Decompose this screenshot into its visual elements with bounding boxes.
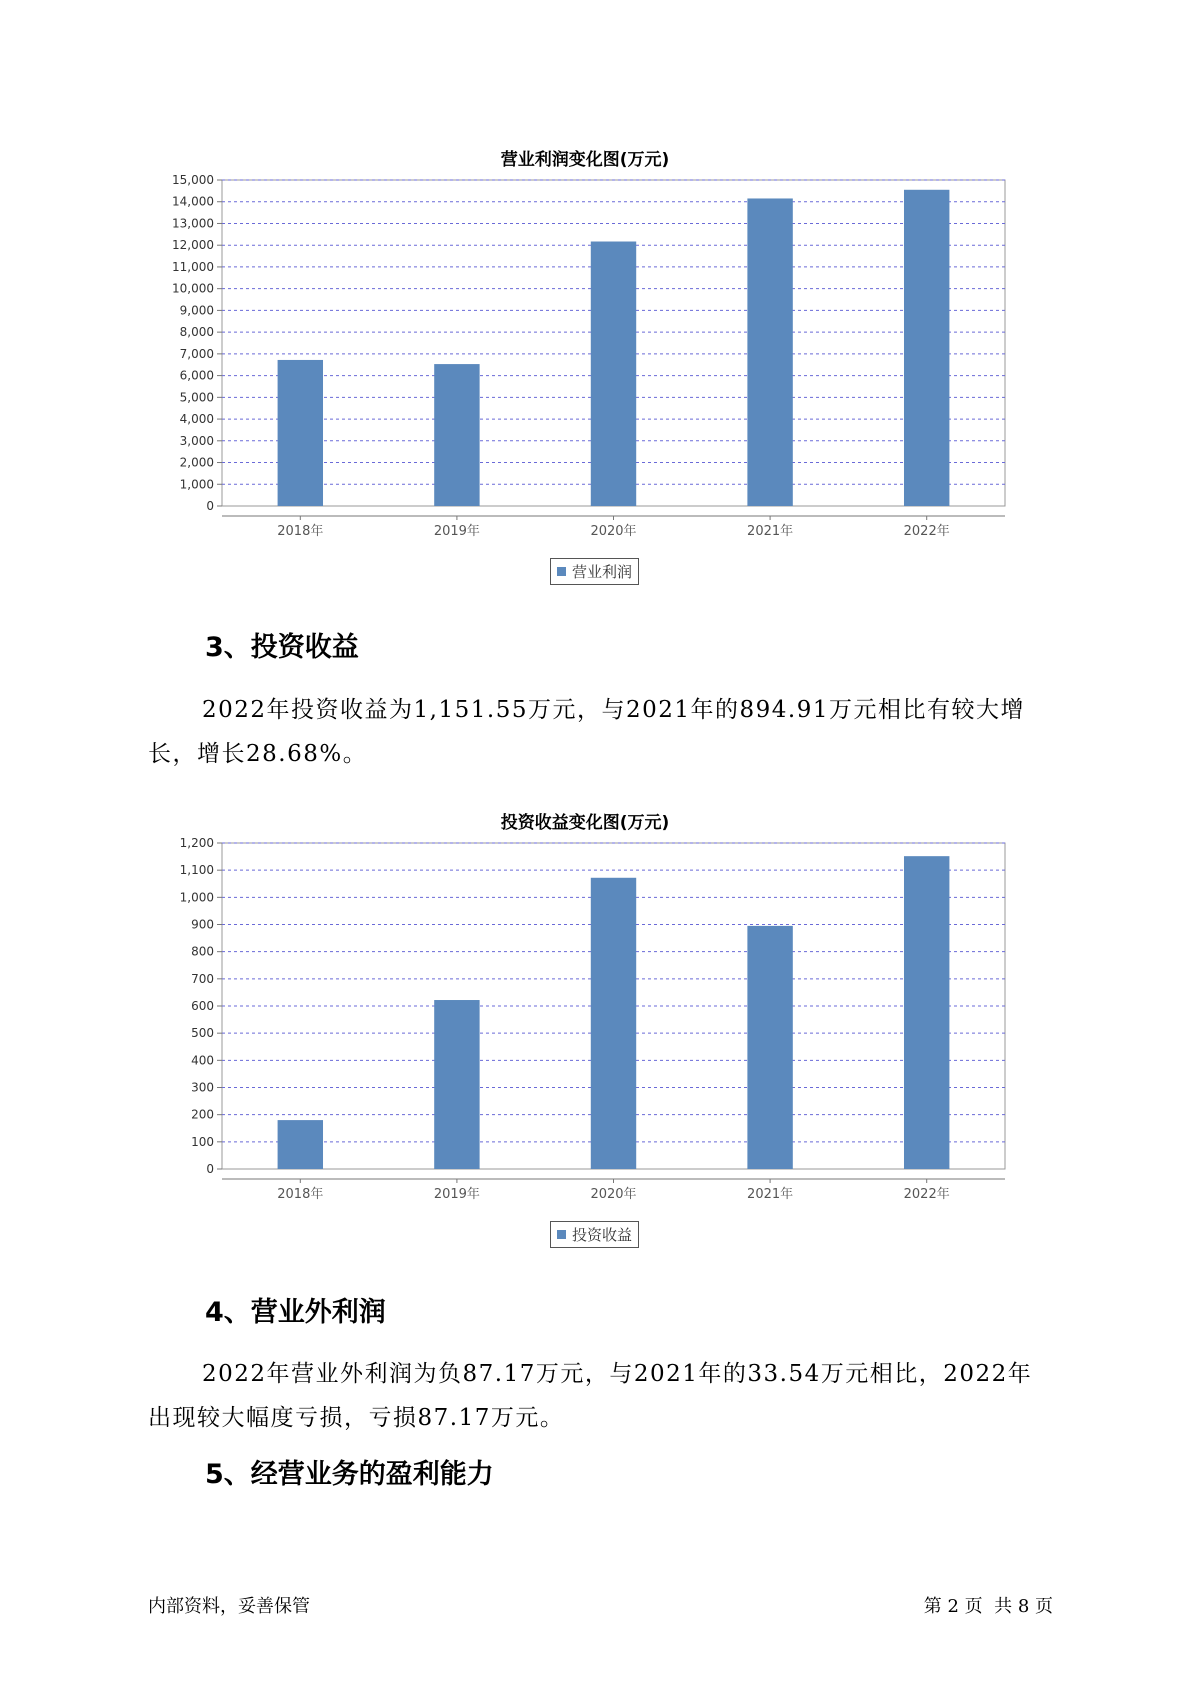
y-tick-label: 500 (191, 1026, 214, 1041)
bar (278, 1120, 323, 1169)
y-tick-label: 900 (191, 917, 214, 932)
bar (434, 364, 479, 506)
chart-title: 投资收益变化图(万元) (500, 813, 670, 833)
y-tick-label: 0 (206, 1162, 214, 1176)
y-tick-label: 200 (191, 1107, 214, 1122)
y-tick-label: 1,000 (179, 890, 214, 905)
chart-legend (550, 1221, 639, 1248)
x-tick-label: 2021年 (747, 1187, 794, 1202)
y-tick-label: 15,000 (172, 173, 214, 187)
chart-plot (150, 173, 1020, 580)
chart-legend (550, 558, 639, 585)
y-tick-label: 5,000 (179, 390, 214, 405)
chart-title: 营业利润变化图(万元) (500, 150, 670, 170)
y-tick-label: 11,000 (172, 259, 214, 274)
y-tick-label: 8,000 (179, 325, 214, 340)
bar (747, 926, 792, 1169)
y-tick-label: 7,000 (179, 346, 214, 361)
footer-page-number: 第 2 页 共 8 页 (923, 1596, 1053, 1617)
legend-label: 投资收益 (572, 1226, 633, 1244)
section-3-heading: 3、投资收益 (205, 632, 359, 663)
bar (434, 1000, 479, 1169)
y-tick-label: 1,000 (179, 477, 214, 492)
x-tick-label: 2018年 (277, 524, 324, 539)
footer-confidential-note: 内部资料，妥善保管 (148, 1596, 310, 1617)
y-tick-label: 12,000 (172, 238, 214, 253)
x-tick-label: 2020年 (590, 524, 637, 539)
x-tick-label: 2019年 (433, 524, 480, 539)
x-tick-label: 2022年 (903, 1187, 950, 1202)
y-tick-label: 700 (191, 971, 214, 986)
x-tick-label: 2019年 (433, 1187, 480, 1202)
y-tick-label: 400 (191, 1053, 214, 1068)
section-4-text: 2022年营业外利润为负87.17万元，与2021年的33.54万元相比，2022年出现较大幅度亏损，亏损87.17万元。 (148, 1361, 1033, 1431)
legend-swatch (557, 567, 566, 576)
chart-plot (150, 836, 1020, 1243)
bar (904, 856, 949, 1169)
investment-income-chart (150, 803, 1020, 1263)
bar (591, 242, 636, 506)
y-tick-label: 14,000 (172, 194, 214, 209)
y-tick-label: 300 (191, 1080, 214, 1095)
y-tick-label: 800 (191, 944, 214, 959)
y-tick-label: 13,000 (172, 216, 214, 231)
bar (591, 878, 636, 1169)
y-tick-label: 1,100 (179, 863, 214, 878)
y-tick-label: 4,000 (179, 412, 214, 427)
operating-profit-chart (150, 140, 1020, 600)
legend-swatch (557, 1230, 566, 1239)
legend-label: 营业利润 (572, 563, 633, 581)
section-3-text: 2022年投资收益为1,151.55万元，与2021年的894.91万元相比有较大增长，增长28.68%。 (148, 697, 1025, 767)
y-tick-label: 600 (191, 999, 214, 1013)
bar (278, 360, 323, 506)
bar (747, 198, 792, 506)
y-tick-label: 1,200 (179, 836, 214, 850)
x-tick-label: 2018年 (277, 1187, 324, 1202)
x-tick-label: 2021年 (747, 524, 794, 539)
bar (904, 190, 949, 506)
x-tick-label: 2022年 (903, 524, 950, 539)
y-tick-label: 6,000 (179, 368, 214, 383)
y-tick-label: 10,000 (172, 281, 214, 296)
y-tick-label: 0 (206, 499, 214, 513)
y-tick-label: 100 (191, 1134, 214, 1149)
section-4-heading: 4、营业外利润 (205, 1297, 386, 1328)
y-tick-label: 2,000 (179, 455, 214, 470)
y-tick-label: 9,000 (179, 303, 214, 318)
y-tick-label: 3,000 (179, 433, 214, 448)
section-5-heading: 5、经营业务的盈利能力 (205, 1459, 494, 1490)
x-tick-label: 2020年 (590, 1187, 637, 1202)
